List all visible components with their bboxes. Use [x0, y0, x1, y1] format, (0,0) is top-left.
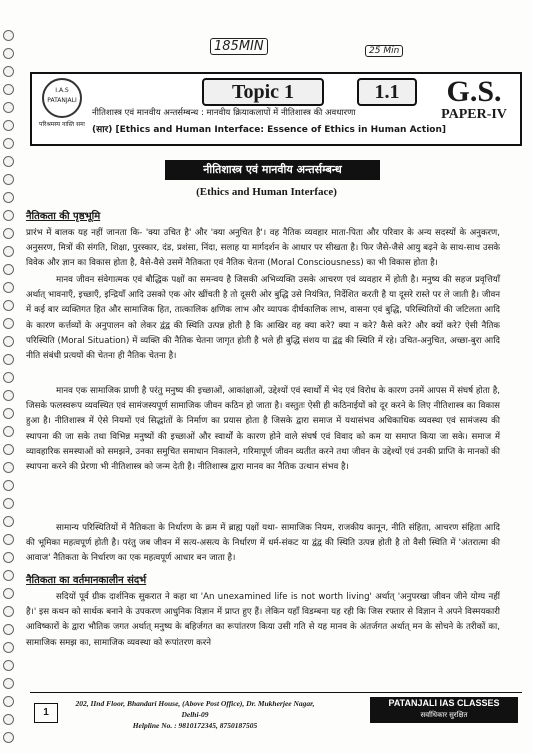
binding-ring	[3, 570, 14, 581]
brand-rights: सर्वाधिकार सुरक्षित	[420, 712, 468, 719]
paragraph-2: मानव जीवन संवेगात्मक एवं बौद्धिक पक्षों का समन्वय है जिसकी अभिव्यक्ति उसके आचरण एवं व्यवहार में होती है। मनुष्य की सहज प्रवृत्तियाँ अर्थात् भावनाएँ, इच्छाएँ, इन्द्रियाँ आदि उसको एक ओर खींचती है तो दूसरी ओर बुद्धि उसे नियंत्रित, निर्देशित करती है या दूसरे रास्ते पर ले जाती है। जीवन में कई बार व्यक्तिगत हित और सामाजिक हित, तात्कालिक क्षणिक लाभ और व्यापक दीर्घकालिक लाभ, वासना एवं बुद्धि, परिस्थितियों की जटिलता आदि के कारण कर्त्तव्यों के अनुपालन को लेकर द्वंद्व की स्थिति उत्पन्न होती है कि आखिर वह क्या करे? क्या न करे? कैसे करे? और क्यों करे? ऐसी नैतिक परिस्थिति (Moral Situation) में व्यक्ति की नैतिक चेतना जागृत होती है भले ही बुद्धि संशय या द्वंद्व की स्थिति में रहे। उचित-अनुचित, अच्छा-बुरा आदि नीति संबंधी प्रत्ययों की चेतना ही नैतिक चेतना है।	[26, 275, 500, 362]
binding-ring	[3, 282, 14, 293]
binding-ring	[3, 84, 14, 95]
binding-ring	[3, 426, 14, 437]
spiral-binding	[0, 0, 16, 754]
handwritten-time-sub: 25 Min	[365, 45, 403, 57]
subtitle-hindi: नीतिशास्त्र एवं मानवीय अन्तर्सम्बन्ध : मानवीय क्रियाकलापों में नीतिशास्त्र की अवधारणा	[92, 108, 356, 118]
page-footer	[30, 692, 522, 731]
binding-ring	[3, 390, 14, 401]
binding-ring	[3, 228, 14, 239]
binding-ring	[3, 480, 14, 491]
binding-ring	[3, 588, 14, 599]
topic-header	[30, 72, 522, 146]
binding-ring	[3, 696, 14, 707]
binding-ring	[3, 732, 14, 743]
binding-ring	[3, 552, 14, 563]
binding-ring	[3, 246, 14, 257]
topic-number: 1.1	[357, 78, 417, 106]
helpline-text: Helpline No. : 9810172345, 8750187505	[132, 721, 258, 730]
binding-ring	[3, 624, 14, 635]
binding-ring	[3, 102, 14, 113]
binding-ring	[3, 354, 14, 365]
binding-ring	[3, 318, 14, 329]
topic-label: Topic 1	[202, 78, 324, 106]
paragraph-4: सामान्य परिस्थितियों में नैतिकता के निर्धारण के क्रम में ब्राह्य पक्षों यथा- सामाजिक नियम, राजकीय कानून, नीति संहिता, आचरण संहिता आदि की भूमिका महत्वपूर्ण होती है। परंतु जब जीवन में सत्य-असत्य के निर्धारण में धर्म-संकट या द्वंद्व की स्थिति उत्पन्न होती है तो वैसी स्थिति में 'अंतरात्मा की आवाज' नैतिकता के निर्धारण का एक महत्वपूर्ण आधार बन जाता है।	[26, 523, 500, 564]
binding-ring	[3, 138, 14, 149]
patanjali-logo	[38, 78, 86, 138]
binding-ring	[3, 174, 14, 185]
logo-motto: परिश्रमस्य नास्ति समः	[39, 121, 85, 128]
footer-brand	[370, 697, 518, 723]
binding-ring	[3, 498, 14, 509]
binding-ring	[3, 516, 14, 527]
binding-ring	[3, 678, 14, 689]
handwritten-time-note: 185MIN	[210, 38, 268, 55]
binding-ring	[3, 66, 14, 77]
binding-ring	[3, 372, 14, 383]
binding-ring	[3, 534, 14, 545]
section-heading-background: नैतिकता की पृष्ठभूमि	[26, 211, 101, 222]
paper-label: PAPER-IV	[441, 107, 507, 122]
page-number: 1	[34, 703, 58, 723]
subtitle-english: (सार) [Ethics and Human Interface: Essence of Ethics in Human Action]	[92, 125, 446, 135]
binding-ring	[3, 606, 14, 617]
binding-ring	[3, 462, 14, 473]
section-heading-present: नैतिकता का वर्तमानकालीन संदर्भ	[26, 575, 147, 586]
binding-ring	[3, 408, 14, 419]
binding-ring	[3, 156, 14, 167]
gs-label: G.S.	[446, 75, 502, 108]
binding-ring	[3, 120, 14, 131]
binding-ring	[3, 300, 14, 311]
paragraph-1: प्रारंभ में बालक यह नहीं जानता कि- 'क्या उचित है' और 'क्या अनुचित है'। वह नैतिक व्यवहार माता-पिता और परिवार के अन्य सदस्यों के अनुकरण, अनुसरण, मित्रों की संगति, शिक्षा, पुरस्कार, दंड, प्रशंसा, निंदा, सलाह या मार्गदर्शन के आधार पर सीखता है। फिर जैसे-जैसे आयु बढ़ने के साथ-साथ उसके विवेक और ज्ञान का विकास होता है, वैसे-वैसे उसमें नैतिकता एवं नैतिक चेतना (Moral Consciousness) का भी विकास होता है।	[26, 228, 500, 269]
binding-ring	[3, 264, 14, 275]
binding-ring	[3, 48, 14, 59]
binding-ring	[3, 210, 14, 221]
binding-ring	[3, 642, 14, 653]
english-title: (Ethics and Human Interface)	[196, 186, 337, 198]
brand-name: PATANJALI IAS CLASSES	[388, 698, 500, 708]
logo-seal: I.A.S PATANJALI	[42, 78, 82, 118]
address-text: 202, IInd Floor, Bhandari House, (Above Post Office), Dr. Mukherjee Nagar, Delhi-09	[75, 699, 315, 719]
paragraph-5: सदियों पूर्व ग्रीक दार्शनिक सुकरात ने कहा था 'An unexamined life is not worth living' अर्थात् 'अनुपरखा जीवन जीने योग्य नहीं है।' इस कथन को सार्थक बनाने के उपकरण आधुनिक विज्ञान में प्राप्त हुए हैं। लेकिन यहाँ विडम्बना यह रही कि जिस रफ्तार से विज्ञान ने अपने विस्मयकारी आविष्कारों के द्वारा भौतिक जगत अर्थात् मनुष्य के बहिर्जगत का रूपांतरण किया उसी गति से यह मानव के अंतर्जगत अर्थात् मन के सोचने के तरीकों का, सामाजिक समझ का, सामाजिक व्यवस्था को रूपांतरण करने	[26, 592, 500, 648]
binding-ring	[3, 714, 14, 725]
binding-ring	[3, 336, 14, 347]
binding-ring	[3, 30, 14, 41]
paragraph-3: मानव एक सामाजिक प्राणी है परंतु मनुष्य की इच्छाओं, आकांक्षाओं, उद्देश्यों एवं स्वार्थों में भेद एवं विरोध के कारण उनमें आपस में संघर्ष होता है, जिसके फलस्वरूप व्यवस्थित एवं सामंजस्यपूर्ण सामाजिक जीवन कठिन हो जाता है। वस्तुतः ऐसी ही कठिनाईयों को दूर करने के लिए नीतिशास्त्र का विकास हुआ है। नीतिशास्त्र में ऐसे नियमों एवं सिद्धांतों के निर्माण का प्रयास होता है जिसके द्वारा समाज में यथासंभव अधिकाधिक व्यवस्था एवं सामंजस्य की स्थापना की जा सके तथा विभिन्न मनुष्यों की इच्छाओं और स्वार्थों के कारण होने वाले संघर्ष एवं विवाद को कम या समाप्त किया जा सके। समाज में व्यावहारिक समस्याओं को समझने, उनका समुचित समाधान निकालने, गरिमापूर्ण जीवन व्यतीत करने तथा जीवन के उद्देश्यों एवं उनकी प्राप्ति के मानकों की स्थापना करने की प्रेरणा भी नीतिशास्त्र को जन्म देती है। नीतिशास्त्र द्वारा मानव का नैतिक उत्थान संभव है।	[26, 386, 500, 473]
footer-address	[70, 698, 320, 731]
main-title: नीतिशास्त्र एवं मानवीय अन्तर्सम्बन्ध	[165, 160, 380, 180]
paper-badge	[430, 76, 518, 122]
binding-ring	[3, 660, 14, 671]
binding-ring	[3, 444, 14, 455]
